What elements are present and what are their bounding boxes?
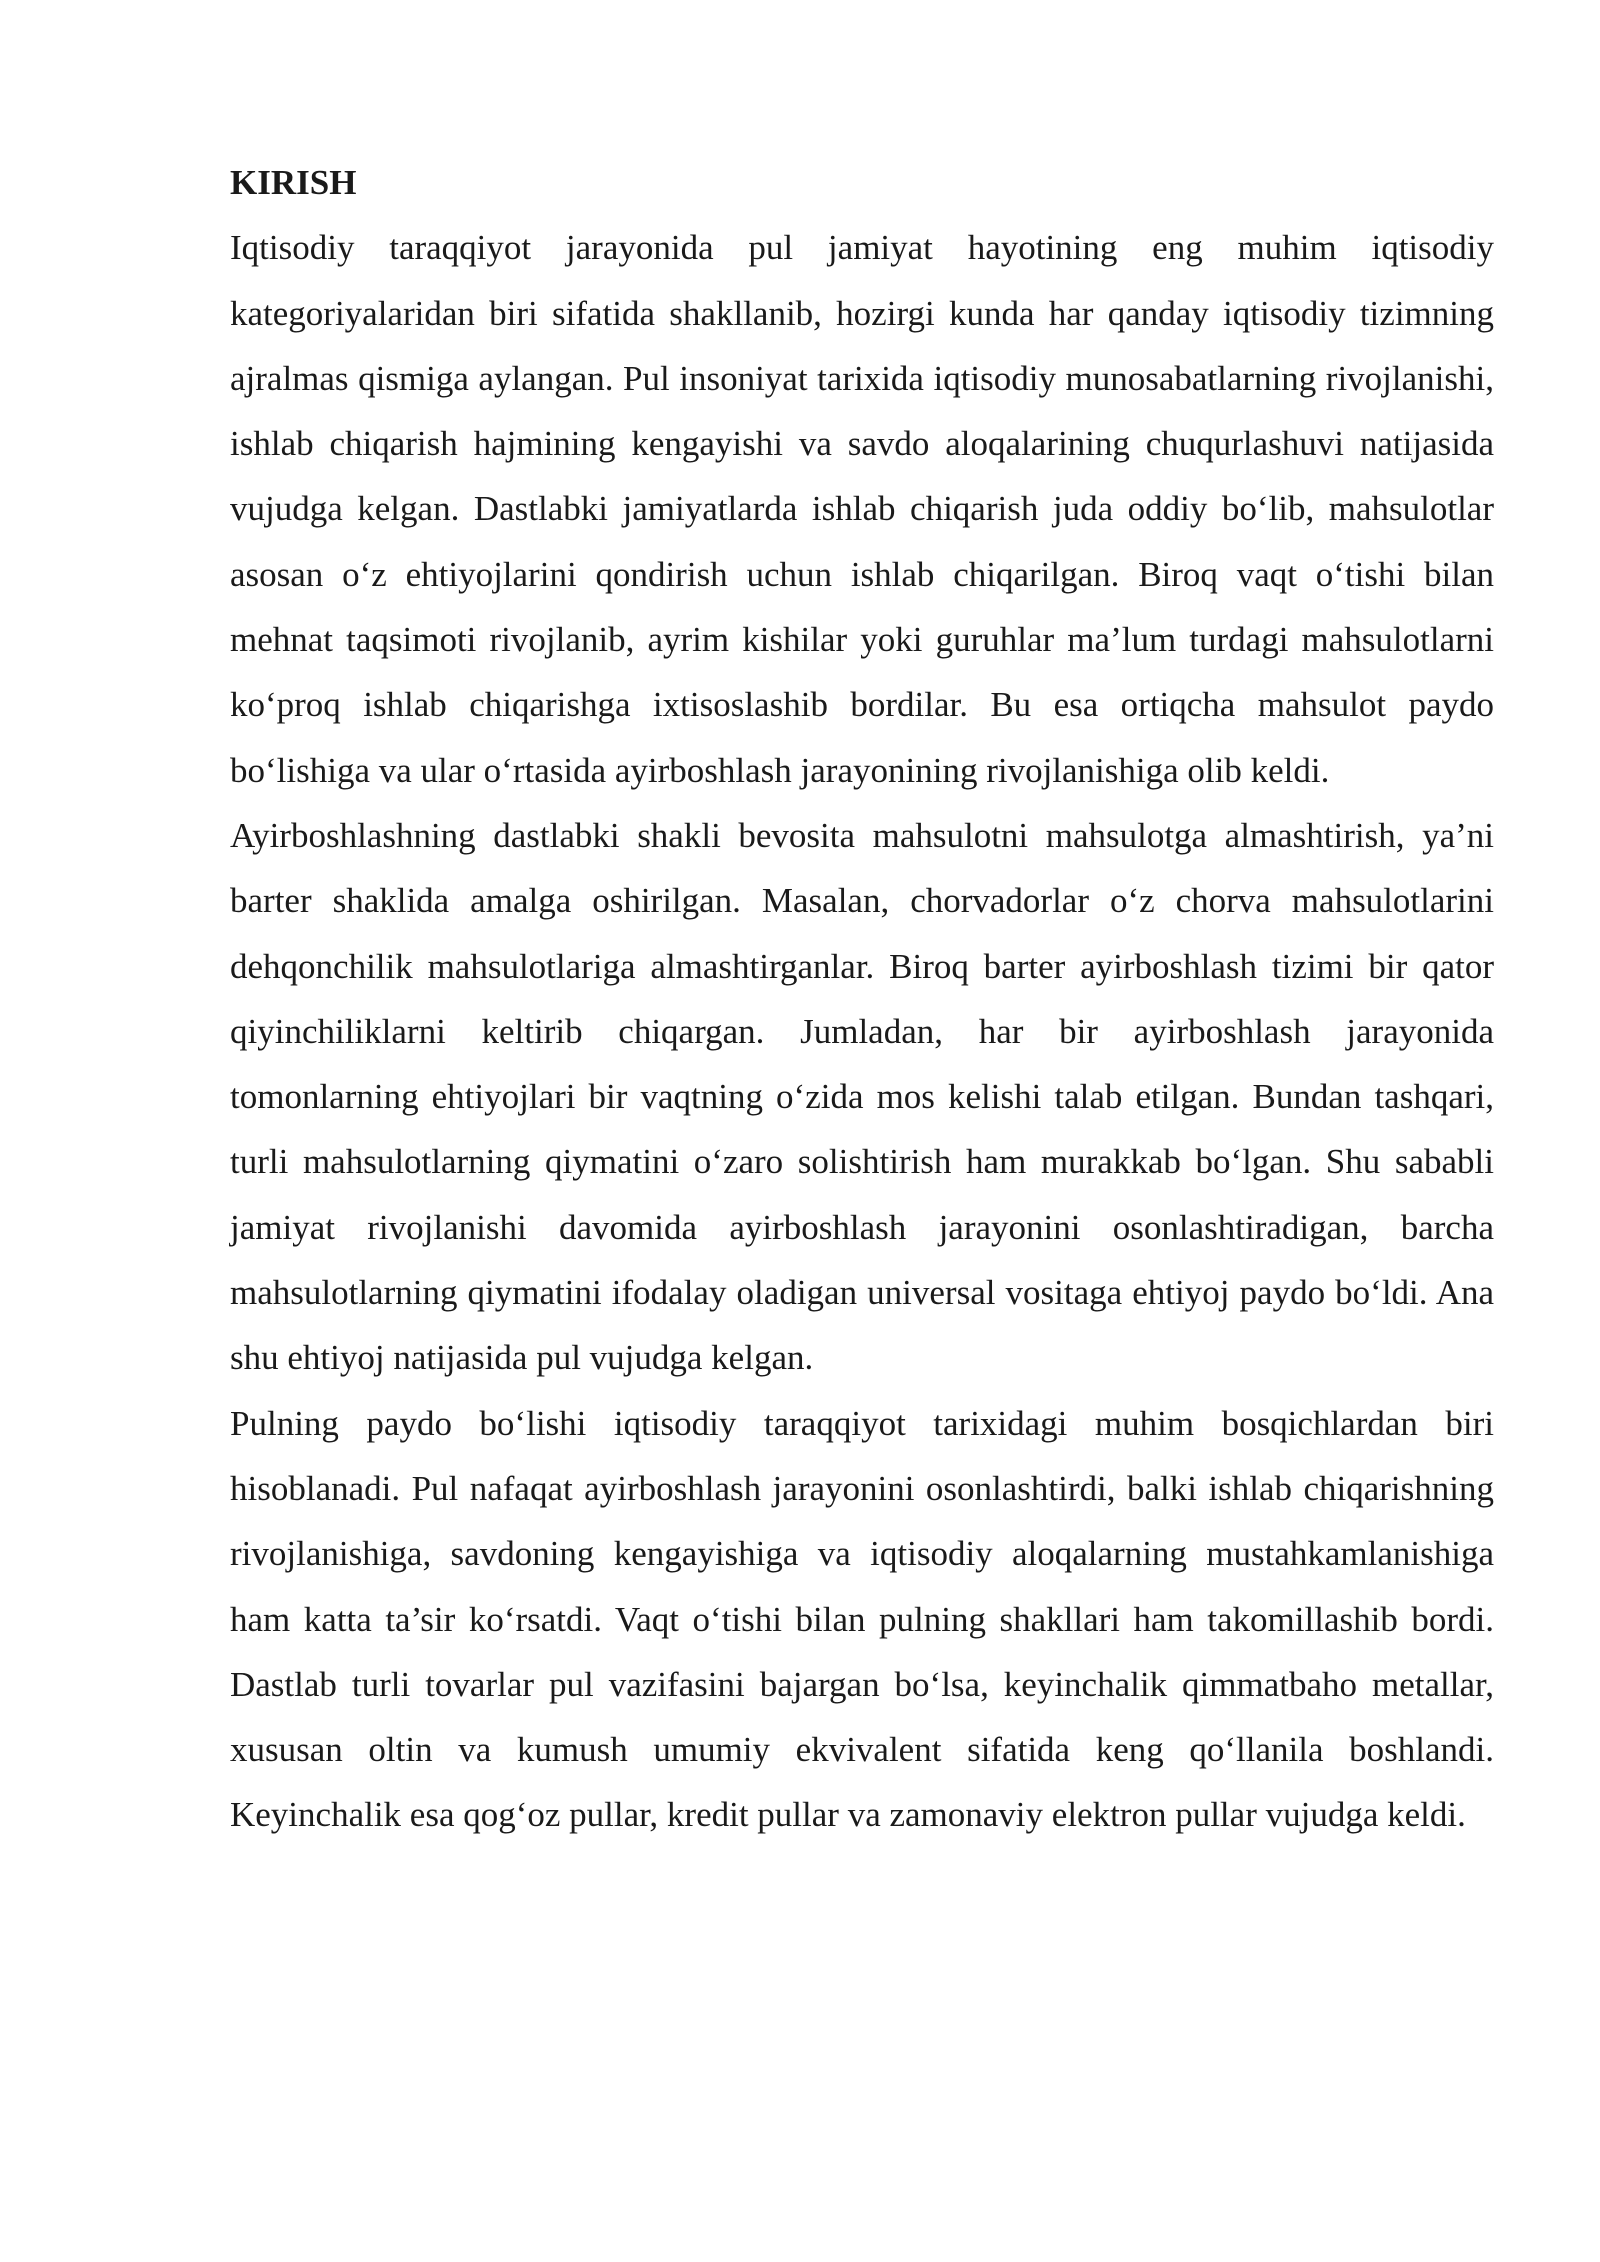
paragraph-1: Iqtisodiy taraqqiyot jarayonida pul jamiyat hayotining eng muhim iqtisodiy kategoriyalaridan biri sifatida shakllanib, hozirgi kunda har qanday iqtisodiy tizimning ajralmas qismiga aylangan. Pul insoniyat tarixida iqtisodiy munosabatlarning rivojlanishi, ishlab chiqarish hajmining kengayishi va savdo aloqalarining chuqurlashuvi natijasida vujudga kelgan. Dastlabki jamiyatlarda ishlab chiqarish juda oddiy bo‘lib, mahsulotlar asosan o‘z ehtiyojlarini qondirish uchun ishlab chiqarilgan. Biroq vaqt o‘tishi bilan mehnat taqsimoti rivojlanib, ayrim kishilar yoki guruhlar ma’lum turdagi mahsulotlarni ko‘proq ishlab chiqarishga ixtisoslashib bordilar. Bu esa ortiqcha mahsulot paydo bo‘lishiga va ular o‘rtasida ayirboshlash jarayonining rivojlanishiga olib keldi. bbox=[230, 228, 1494, 790]
document-body bbox=[230, 150, 1494, 1848]
paragraph-2: Ayirboshlashning dastlabki shakli bevosita mahsulotni mahsulotga almashtirish, ya’ni barter shaklida amalga oshirilgan. Masalan, chorvadorlar o‘z chorva mahsulotlarini dehqonchilik mahsulotlariga almashtirganlar. Biroq barter ayirboshlash tizimi bir qator qiyinchiliklarni keltirib chiqargan. Jumladan, har bir ayirboshlash jarayonida tomonlarning ehtiyojlari bir vaqtning o‘zida mos kelishi talab etilgan. Bundan tashqari, turli mahsulotlarning qiymatini o‘zaro solishtirish ham murakkab bo‘lgan. Shu sababli jamiyat rivojlanishi davomida ayirboshlash jarayonini osonlashtiradigan, barcha mahsulotlarning qiymatini ifodalay oladigan universal vositaga ehtiyoj paydo bo‘ldi. Ana shu ehtiyoj natijasida pul vujudga kelgan. bbox=[230, 815, 1494, 1378]
paragraph-3: Pulning paydo bo‘lishi iqtisodiy taraqqiyot tarixidagi muhim bosqichlardan biri hisoblanadi. Pul nafaqat ayirboshlash jarayonini osonlashtirdi, balki ishlab chiqarishning rivojlanishiga, savdoning kengayishiga va iqtisodiy aloqalarning mustahkamlanishiga ham katta ta’sir ko‘rsatdi. Vaqt o‘tishi bilan pulning shakllari ham takomillashib bordi. Dastlab turli tovarlar pul vazifasini bajargan bo‘lsa, keyinchalik qimmatbaho metallar, xususan oltin va kumush umumiy ekvivalent sifatida keng qo‘llanila boshlandi. Keyinchalik esa qog‘oz pullar, kredit pullar va zamonaviy elektron pullar vujudga keldi. bbox=[230, 1403, 1494, 1835]
section-heading: KIRISH bbox=[230, 163, 357, 202]
